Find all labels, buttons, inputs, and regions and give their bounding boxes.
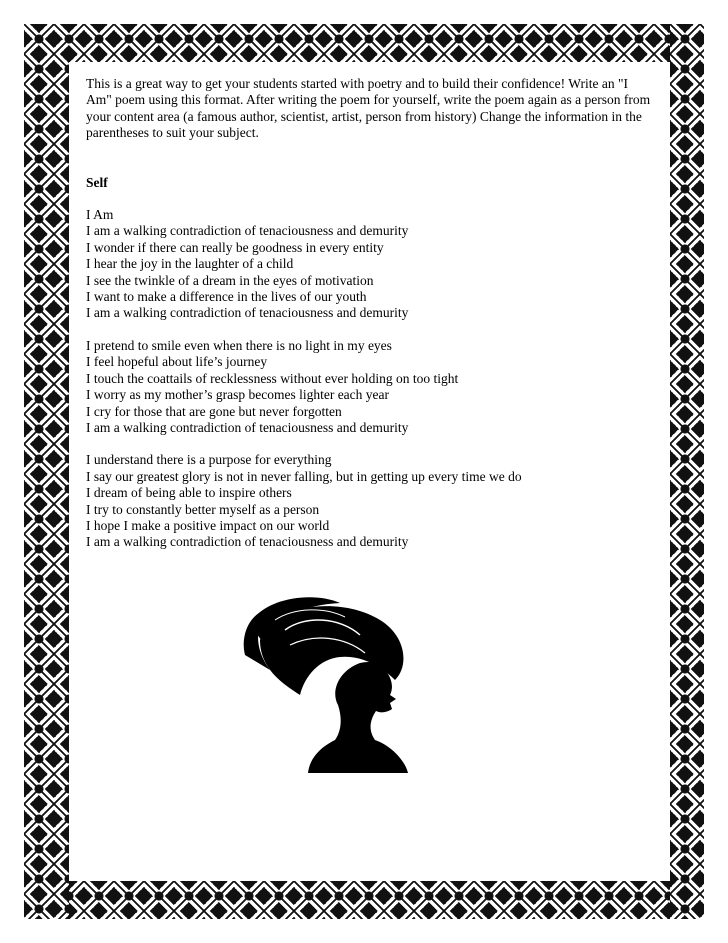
section-heading: Self (86, 174, 108, 190)
poem-line: I try to constantly better myself as a person (86, 501, 320, 517)
poem-line: I am a walking contradiction of tenaciousness and demurity (86, 305, 409, 321)
poem-line: I worry as my mother’s grasp becomes lighter each year (86, 387, 390, 403)
document-content (86, 76, 656, 551)
poem-line: I dream of being able to inspire others (86, 485, 292, 501)
poem-stanza-2 (86, 338, 656, 436)
poem-line: I see the twinkle of a dream in the eyes of motivation (86, 272, 374, 288)
poem-line: I am a walking contradiction of tenaciousness and demurity (86, 223, 409, 239)
poem-line: I cry for those that are gone but never forgotten (86, 403, 342, 419)
poem-line: I Am (86, 207, 114, 223)
poem-line: I wonder if there can really be goodness in every entity (86, 239, 384, 255)
decorative-border-bottom (24, 881, 704, 919)
woman-silhouette-icon (230, 595, 430, 775)
poem-line: I am a walking contradiction of tenaciousness and demurity (86, 534, 409, 550)
poem-line: I feel hopeful about life’s journey (86, 354, 268, 370)
poem-line: I hear the joy in the laughter of a child (86, 256, 294, 272)
poem-line: I want to make a difference in the lives of our youth (86, 289, 367, 305)
poem-stanza-1 (86, 207, 656, 322)
intro-paragraph: This is a great way to get your students started with poetry and to build their confidence! Write an "I Am" poem using this format. After writing the poem for yourself, write the poem again as a person from your content area (a famous author, scientist, artist, person from history) Change the information in the parentheses to suit your subject. (86, 76, 651, 141)
poem-stanza-3 (86, 452, 656, 550)
poem-line: I am a walking contradiction of tenaciousness and demurity (86, 419, 409, 435)
poem-line: I say our greatest glory is not in never falling, but in getting up every time we do (86, 468, 522, 484)
poem-line: I touch the coattails of recklessness without ever holding on too tight (86, 370, 459, 386)
decorative-border-left (24, 24, 69, 919)
decorative-border-right (670, 24, 704, 919)
poem-line: I pretend to smile even when there is no light in my eyes (86, 337, 392, 353)
poem-line: I understand there is a purpose for everything (86, 452, 332, 468)
poem-line: I hope I make a positive impact on our world (86, 517, 330, 533)
decorative-border-top (24, 24, 704, 62)
